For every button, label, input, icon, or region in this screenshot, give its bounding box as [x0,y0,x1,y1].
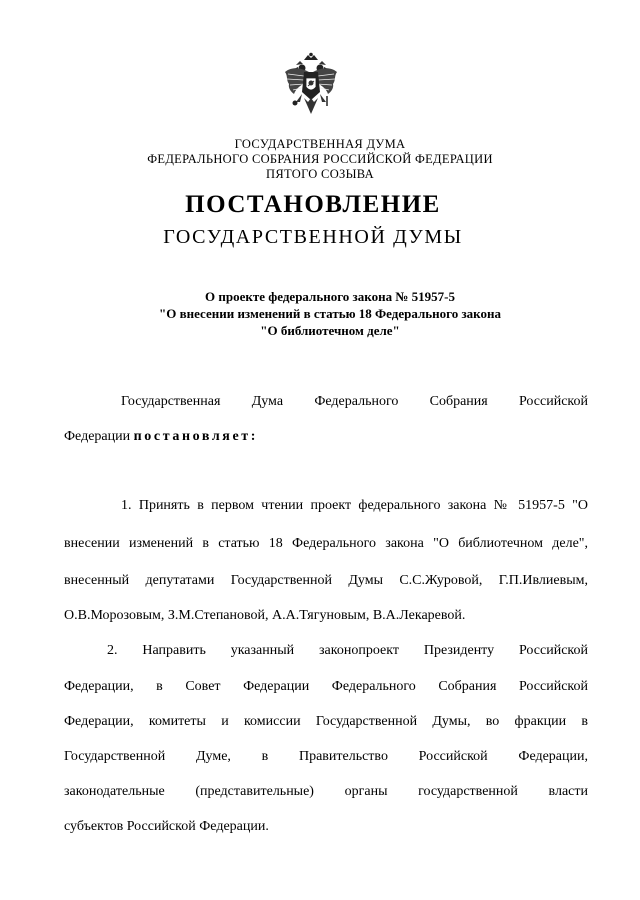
item2-line-3: Федерации, комитеты и комиссии Государственной Думы, во фракции в [64,714,588,729]
item2-line-6: субъектов Российской Федерации. [64,819,269,834]
preamble-line-2 [64,428,258,446]
subject-line-2: "О внесении изменений в статью 18 Федерального закона [159,306,501,321]
preamble-federation: Федерации [64,429,134,444]
item1-line-4: О.В.Морозовым, З.М.Степановой, А.А.Тягуновым, В.А.Лекаревой. [64,608,466,623]
item2-line-1: 2. Направить указанный законопроект Президенту Российской [107,643,588,658]
item1-line-1: 1. Принять в первом чтении проект федерального закона № 51957-5 "О [121,498,588,513]
document-subtitle: ГОСУДАРСТВЕННОЙ ДУМЫ [163,226,463,248]
document-title: ПОСТАНОВЛЕНИЕ [185,191,441,218]
decides-keyword: постановляет: [133,429,259,444]
item2-line-2: Федерации, в Совет Федерации Федерального Собрания Российской [64,679,588,694]
russian-coat-of-arms-icon [282,52,340,120]
item2-line-5: законодательные (представительные) органы государственной власти [64,784,588,799]
header-line-1: ГОСУДАРСТВЕННАЯ ДУМА [234,137,406,151]
item1-line-3: внесенный депутатами Государственной Думы С.С.Журовой, Г.П.Ивлиевым, [64,573,588,588]
preamble-line-1: Государственная Дума Федерального Собрания Российской [121,394,588,409]
item1-line-2: внесении изменений в статью 18 Федерального закона "О библиотечном деле", [64,536,588,551]
subject-line-1: О проекте федерального закона № 51957-5 [205,289,455,304]
subject-line-3: "О библиотечном деле" [260,323,400,338]
header-line-2: ФЕДЕРАЛЬНОГО СОБРАНИЯ РОССИЙСКОЙ ФЕДЕРАЦИИ [147,152,493,166]
item2-line-4: Государственной Думе, в Правительство Российской Федерации, [64,749,588,764]
header-line-3: ПЯТОГО СОЗЫВА [266,167,374,181]
